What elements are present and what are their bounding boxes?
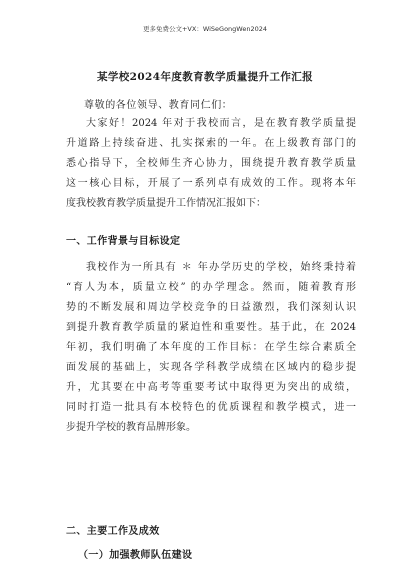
greeting: 尊敬的各位领导、教育同仁们： [84, 100, 233, 111]
paragraph-line: 我校作为一所具有 ＊ 年办学历史的学校，始终秉持着 [86, 262, 356, 273]
header-note: 更多免费公文+VX：WiSeGongWen2024 [142, 25, 268, 33]
section-heading-work: 二、主要工作及成效 [66, 526, 160, 537]
paragraph-line: 势的不断发展和周边学校竞争的日益激烈，我们深刻认识 [66, 302, 356, 313]
paragraph-line: 到提升教育教学质量的紧迫性和重要性。基于此，在 2024 [66, 322, 356, 333]
paragraph-line: 悉心指导下，全校师生齐心协力，围绕提升教育教学质量 [66, 158, 356, 169]
paragraph-line: “育人为本，质量立校” 的办学理念。然而，随着教育形 [66, 282, 356, 293]
paragraph-line: 同时打造一批具有本校特色的优质课程和教学模式，进一 [66, 402, 356, 413]
paragraph-line: 步提升学校的教育品牌形象。 [66, 422, 196, 433]
paragraph-line: 这一核心目标，开展了一系列卓有成效的工作。现将本年 [66, 178, 356, 189]
document-title: 某学校2024年度教育教学质量提升工作汇报 [96, 71, 314, 83]
paragraph-line: 年初，我们明确了本年度的工作目标：在学生综合素质全 [66, 342, 356, 353]
paragraph-line: 升道路上持续奋进、扎实探索的一年。在上级教育部门的 [66, 138, 356, 149]
paragraph-line: 面发展的基础上，实现各学科教学成绩在区域内的稳步提 [66, 362, 356, 373]
paragraph-line: 升，尤其要在中高考等重要考试中取得更为突出的成绩， [66, 382, 356, 393]
paragraph-line: 度我校教育教学质量提升工作情况汇报如下： [66, 198, 266, 209]
background-paragraph [66, 258, 356, 438]
subsection-heading-teachers: （一）加强教师队伍建设 [78, 550, 193, 561]
paragraph-line: 大家好！2024 年对于我校而言，是在教育教学质量提 [86, 118, 356, 129]
section-heading-background: 一、工作背景与目标设定 [66, 236, 181, 247]
intro-paragraph [66, 114, 356, 214]
